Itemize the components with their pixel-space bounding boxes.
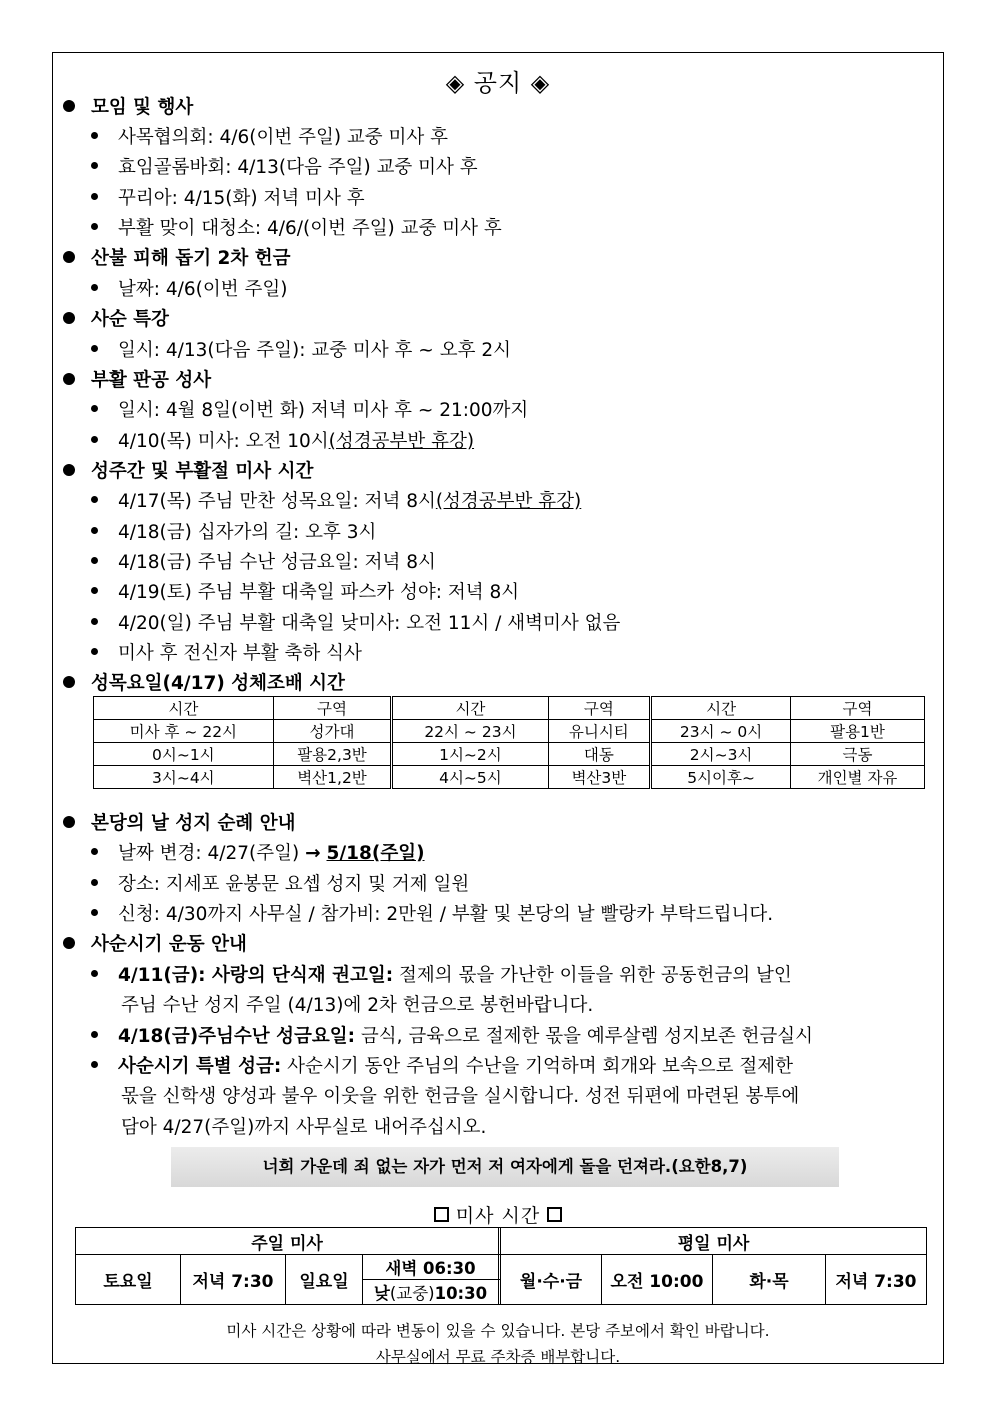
list-item: 미사 후 전신자 부활 축하 식사	[91, 639, 362, 665]
bullet-icon	[91, 848, 98, 855]
bullet-icon	[91, 970, 98, 977]
section-heading: 본당의 날 성지 순례 안내	[63, 809, 295, 835]
table-header-row: 시간 구역 시간 구역 시간 구역	[94, 697, 925, 720]
list-item: 사순시기 특별 성금: 사순시기 동안 주님의 수난을 기억하며 회개와 보속으로 절제한	[91, 1052, 793, 1078]
footer-note: 사무실에서 무료 주차증 배부합니다.	[375, 1348, 621, 1366]
bullet-icon	[63, 676, 75, 688]
bullet-icon	[91, 557, 98, 564]
table-row: 낮(교중)10:30	[76, 1280, 927, 1305]
bullet-icon	[91, 345, 98, 352]
bullet-icon	[91, 405, 98, 412]
bullet-icon	[91, 132, 98, 139]
list-item: 꾸리아: 4/15(화) 저녁 미사 후	[91, 184, 365, 210]
table-row: 토요일 저녁 7:30 일요일 새벽 06:30 월·수·금 오전 10:00 화·목 저녁 7:30	[76, 1255, 927, 1280]
table-header-row: 주일 미사 평일 미사	[76, 1228, 927, 1255]
list-item-continuation: 몫을 신학생 양성과 불우 이웃을 위한 헌금을 실시합니다. 성전 뒤편에 마련된 봉투에	[121, 1086, 800, 1107]
table-row: 0시~1시 팔용2,3반 1시~2시 대동 2시~3시 극동	[94, 743, 925, 766]
bullet-icon	[91, 618, 98, 625]
mass-times-title: 미사 시간	[53, 1201, 943, 1228]
list-item: 장소: 지세포 윤봉문 요셉 성지 및 거제 일원	[91, 870, 469, 896]
list-item: 4/19(토) 주님 부활 대축일 파스카 성야: 저녁 8시	[91, 578, 519, 604]
bible-quote: 너희 가운데 죄 없는 자가 먼저 저 여자에게 돌을 던져라.(요한8,7)	[171, 1147, 839, 1187]
section-heading: 모임 및 행사	[63, 93, 193, 119]
section-heading: 성목요일(4/17) 성체조배 시간	[63, 669, 345, 695]
list-item: 일시: 4월 8일(이번 화) 저녁 미사 후 ~ 21:00까지	[91, 396, 528, 422]
bullet-icon	[63, 373, 75, 385]
list-item: 효임골롬바회: 4/13(다음 주일) 교중 미사 후	[91, 153, 478, 179]
section-heading: 산불 피해 돕기 2차 헌금	[63, 244, 290, 270]
bullet-icon	[91, 496, 98, 503]
bullet-icon	[91, 879, 98, 886]
bullet-icon	[91, 193, 98, 200]
list-item: 4/18(금) 주님 수난 성금요일: 저녁 8시	[91, 548, 436, 574]
section-heading: 사순 특강	[63, 305, 169, 331]
bullet-icon	[91, 909, 98, 916]
checkbox-icon	[434, 1207, 449, 1222]
bullet-icon	[91, 587, 98, 594]
section-heading: 부활 판공 성사	[63, 366, 211, 392]
bullet-icon	[91, 648, 98, 655]
mass-times-table	[75, 1227, 927, 1305]
bullet-icon	[63, 251, 75, 263]
bullet-icon	[63, 312, 75, 324]
list-item: 날짜 변경: 4/27(주일) → 5/18(주일)	[91, 839, 425, 865]
notice-frame	[52, 52, 944, 1364]
arrow-icon: →	[305, 843, 321, 864]
list-item: 4/18(금)주님수난 성금요일: 금식, 금육으로 절제한 몫을 예루살렘 성지보존 헌금실시	[91, 1022, 813, 1048]
section-heading: 성주간 및 부활절 미사 시간	[63, 457, 313, 483]
list-item: 일시: 4/13(다음 주일): 교중 미사 후 ~ 오후 2시	[91, 336, 511, 362]
bullet-icon	[91, 1031, 98, 1038]
table-row: 3시~4시 벽산1,2반 4시~5시 벽산3반 5시이후~ 개인별 자유	[94, 766, 925, 789]
list-item: 날짜: 4/6(이번 주일)	[91, 275, 287, 301]
notice-title: ◈ 공지 ◈	[445, 69, 551, 97]
list-item-continuation: 담아 4/27(주일)까지 사무실로 내어주십시오.	[121, 1117, 487, 1138]
bullet-icon	[91, 527, 98, 534]
list-item: 부활 맞이 대청소: 4/6/(이번 주일) 교중 미사 후	[91, 214, 502, 240]
list-item-continuation: 주님 수난 성지 주일 (4/13)에 2차 헌금으로 봉헌바랍니다.	[121, 995, 594, 1016]
list-item: 4/17(목) 주님 만찬 성목요일: 저녁 8시(성경공부반 휴강)	[91, 487, 581, 513]
checkbox-icon	[547, 1207, 562, 1222]
bullet-icon	[91, 284, 98, 291]
bullet-icon	[91, 1061, 98, 1068]
table-row: 미사 후 ~ 22시 성가대 22시 ~ 23시 유니시티 23시 ~ 0시 팔용1반	[94, 720, 925, 743]
bullet-icon	[91, 162, 98, 169]
list-item: 신청: 4/30까지 사무실 / 참가비: 2만원 / 부활 및 본당의 날 빨랑카 부탁드립니다.	[91, 900, 773, 926]
list-item: 4/11(금): 사랑의 단식재 권고일: 절제의 몫을 가난한 이들을 위한 공동헌금의 날인	[91, 961, 792, 987]
list-item: 4/18(금) 십자가의 길: 오후 3시	[91, 518, 376, 544]
adoration-table	[93, 696, 925, 789]
footer-note: 미사 시간은 상황에 따라 변동이 있을 수 있습니다. 본당 주보에서 확인 바랍니다.	[226, 1322, 770, 1340]
bullet-icon	[63, 937, 75, 949]
bullet-icon	[91, 436, 98, 443]
bullet-icon	[63, 464, 75, 476]
list-item: 4/20(일) 주님 부활 대축일 낮미사: 오전 11시 / 새벽미사 없음	[91, 609, 620, 635]
list-item: 4/10(목) 미사: 오전 10시(성경공부반 휴강)	[91, 427, 474, 453]
bullet-icon	[91, 223, 98, 230]
bullet-icon	[63, 816, 75, 828]
section-heading: 사순시기 운동 안내	[63, 930, 247, 956]
bullet-icon	[63, 100, 75, 112]
list-item: 사목협의회: 4/6(이번 주일) 교중 미사 후	[91, 123, 448, 149]
